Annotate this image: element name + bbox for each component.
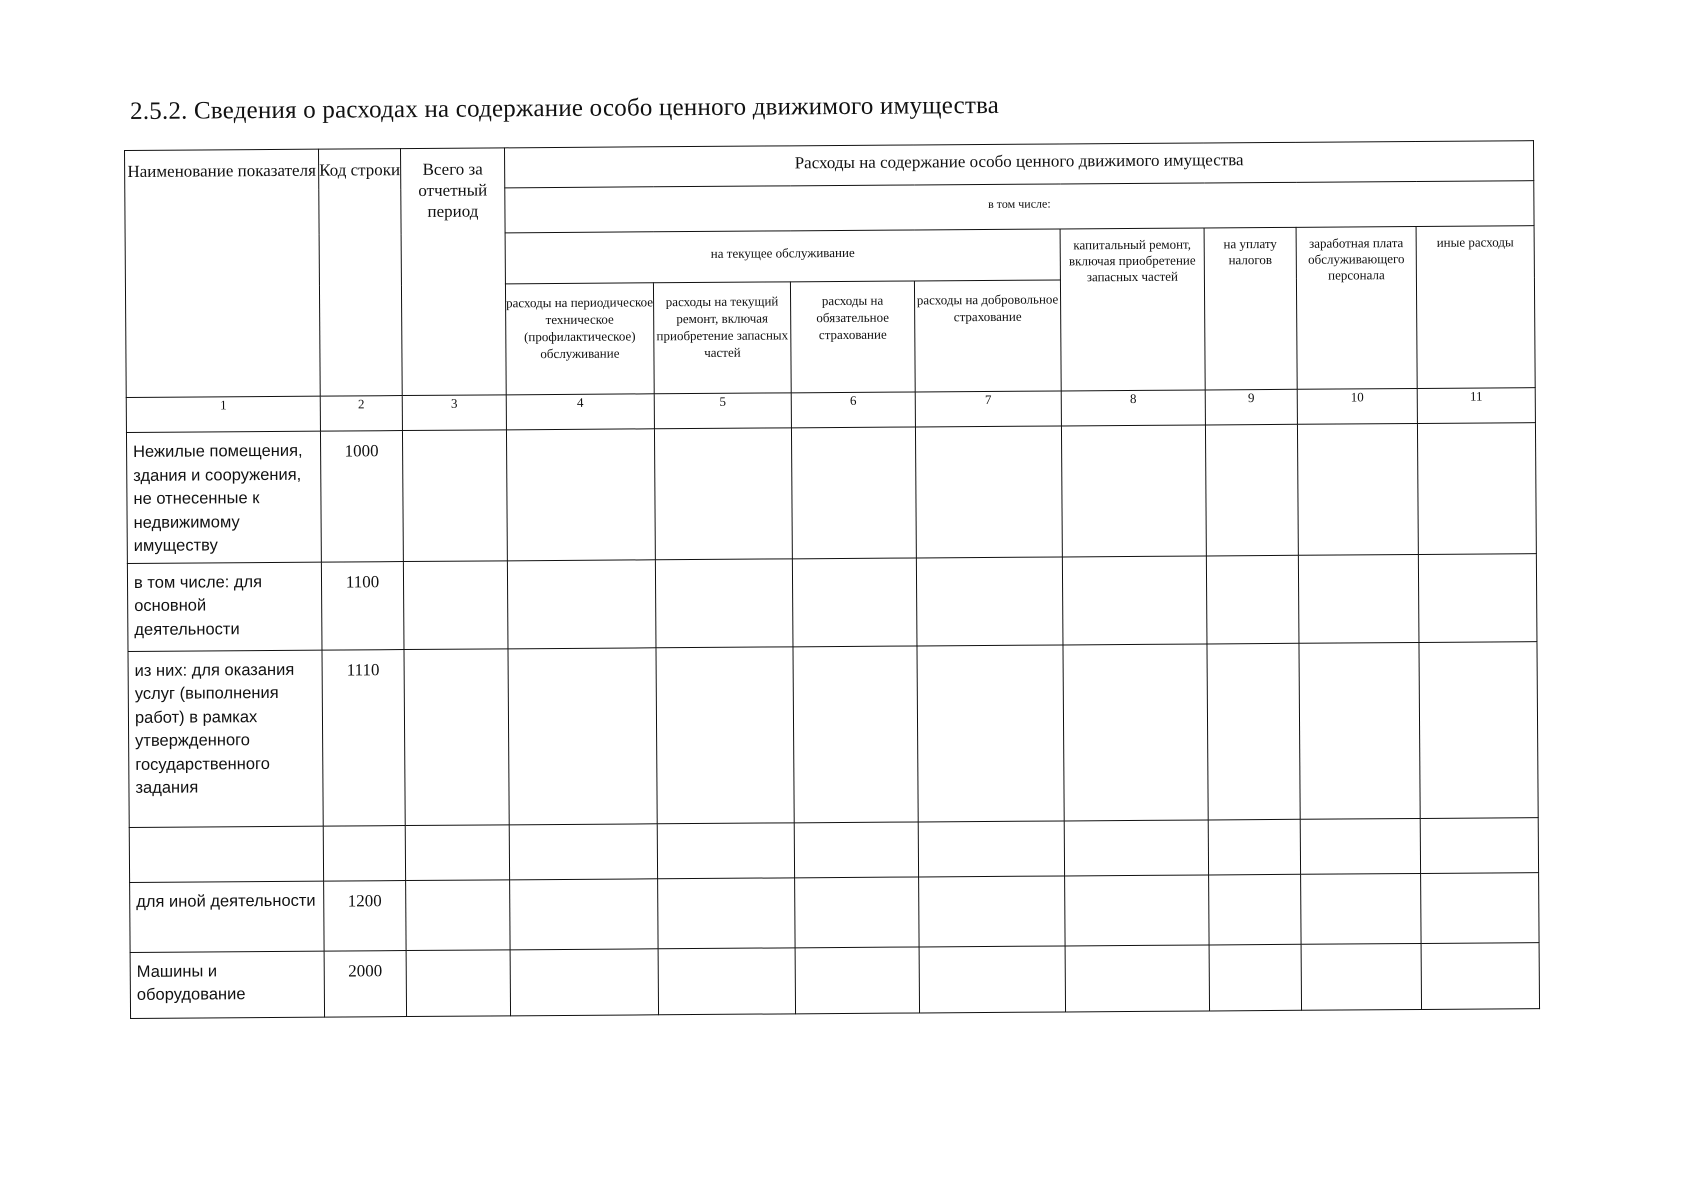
value-cell[interactable] bbox=[405, 824, 509, 880]
value-cell[interactable] bbox=[794, 821, 918, 877]
row-name bbox=[129, 826, 323, 882]
value-cell[interactable] bbox=[1065, 944, 1209, 1011]
row-name: из них: для оказания услуг (выполнения работ) в рамках утвержденного государственного задания bbox=[128, 650, 323, 827]
value-cell[interactable] bbox=[404, 648, 509, 825]
header-capital-repair: капитальный ремонт, включая приобретение запасных частей bbox=[1060, 228, 1205, 391]
header-other: иные расходы bbox=[1416, 226, 1535, 389]
table-row bbox=[128, 641, 1538, 827]
header-code: Код строки bbox=[318, 149, 402, 397]
header-taxes: на уплату налогов bbox=[1204, 227, 1297, 390]
table-row bbox=[130, 872, 1539, 952]
value-cell[interactable] bbox=[658, 947, 795, 1014]
value-cell[interactable] bbox=[918, 820, 1064, 876]
header-salary: заработная плата обслуживающего персонала bbox=[1296, 226, 1417, 389]
value-cell[interactable] bbox=[510, 948, 658, 1015]
row-code: 2000 bbox=[324, 950, 406, 1017]
row-code: 1200 bbox=[324, 880, 406, 951]
column-number: 5 bbox=[654, 393, 791, 429]
value-cell[interactable] bbox=[795, 946, 919, 1013]
value-cell[interactable] bbox=[919, 875, 1065, 946]
column-number: 10 bbox=[1297, 388, 1417, 424]
column-number: 6 bbox=[791, 392, 915, 428]
value-cell[interactable] bbox=[509, 823, 657, 879]
header-periodic-maintenance: расходы на периодическое техническое (профилактическое) обслуживание bbox=[505, 283, 654, 395]
value-cell[interactable] bbox=[916, 556, 1063, 645]
header-voluntary-insurance: расходы на добровольное страхование bbox=[914, 280, 1061, 392]
value-cell[interactable] bbox=[657, 822, 794, 878]
value-cell[interactable] bbox=[1301, 873, 1421, 944]
value-cell[interactable] bbox=[1417, 423, 1536, 554]
value-cell[interactable] bbox=[919, 945, 1065, 1012]
value-cell[interactable] bbox=[915, 426, 1062, 558]
row-name: для иной деятельности bbox=[130, 881, 324, 952]
value-cell[interactable] bbox=[402, 430, 507, 561]
column-number: 1 bbox=[126, 396, 320, 432]
value-cell[interactable] bbox=[1062, 555, 1207, 644]
value-cell[interactable] bbox=[1297, 423, 1418, 554]
report-table-wrapper bbox=[124, 140, 1540, 1018]
value-cell[interactable] bbox=[1421, 872, 1539, 943]
row-name: Машины и оборудование bbox=[130, 951, 324, 1018]
header-mandatory-insurance: расходы на обязательное страхование bbox=[790, 281, 915, 393]
header-including: в том числе: bbox=[505, 181, 1534, 233]
value-cell[interactable] bbox=[508, 647, 657, 824]
value-cell[interactable] bbox=[795, 876, 919, 947]
row-name: Нежилые помещения, здания и сооружения, не отнесенные к недвижимому имуществу bbox=[126, 431, 321, 563]
value-cell[interactable] bbox=[1299, 642, 1420, 819]
value-cell[interactable] bbox=[406, 879, 510, 950]
table-row bbox=[126, 423, 1536, 563]
row-code: 1100 bbox=[321, 561, 404, 650]
value-cell[interactable] bbox=[1300, 818, 1420, 874]
column-number: 9 bbox=[1205, 389, 1297, 425]
header-current-service: на текущее обслуживание bbox=[505, 229, 1060, 284]
column-number: 3 bbox=[402, 395, 506, 431]
value-cell[interactable] bbox=[1208, 819, 1300, 875]
header-total: Всего за отчетный период bbox=[400, 148, 506, 396]
value-cell[interactable] bbox=[1063, 643, 1208, 820]
value-cell[interactable] bbox=[1301, 943, 1421, 1010]
column-number: 7 bbox=[915, 391, 1061, 427]
value-cell[interactable] bbox=[1205, 424, 1298, 555]
value-cell[interactable] bbox=[1065, 874, 1209, 945]
expenses-table bbox=[124, 140, 1540, 1018]
value-cell[interactable] bbox=[655, 558, 793, 647]
value-cell[interactable] bbox=[1206, 555, 1299, 644]
table-row bbox=[129, 817, 1538, 882]
value-cell[interactable] bbox=[793, 645, 918, 822]
value-cell[interactable] bbox=[1209, 874, 1301, 945]
row-code bbox=[323, 825, 405, 881]
value-cell[interactable] bbox=[658, 877, 795, 948]
value-cell[interactable] bbox=[1209, 944, 1301, 1011]
value-cell[interactable] bbox=[507, 559, 656, 648]
value-cell[interactable] bbox=[654, 428, 792, 559]
header-expenses-group: Расходы на содержание особо ценного движимого имущества bbox=[504, 141, 1533, 188]
value-cell[interactable] bbox=[1420, 817, 1538, 873]
row-code: 1000 bbox=[320, 431, 403, 562]
row-name: в том числе: для основной деятельности bbox=[127, 562, 322, 651]
value-cell[interactable] bbox=[1418, 553, 1537, 642]
header-name: Наименование показателя bbox=[125, 149, 321, 397]
page-title: 2.5.2. Сведения о расходах на содержание особо ценного движимого имущества bbox=[130, 91, 1000, 125]
value-cell[interactable] bbox=[1064, 819, 1208, 875]
row-code: 1110 bbox=[322, 649, 405, 826]
value-cell[interactable] bbox=[403, 560, 508, 649]
column-number: 11 bbox=[1417, 388, 1535, 424]
value-cell[interactable] bbox=[656, 646, 794, 823]
table-row bbox=[127, 553, 1537, 651]
value-cell[interactable] bbox=[510, 878, 658, 949]
value-cell[interactable] bbox=[406, 949, 510, 1016]
value-cell[interactable] bbox=[1419, 641, 1538, 818]
value-cell[interactable] bbox=[506, 429, 655, 561]
value-cell[interactable] bbox=[792, 557, 917, 646]
column-number: 2 bbox=[320, 396, 402, 432]
value-cell[interactable] bbox=[1207, 643, 1300, 820]
column-number: 4 bbox=[506, 394, 654, 430]
value-cell[interactable] bbox=[1061, 425, 1206, 557]
table-row bbox=[130, 942, 1539, 1018]
column-number: 8 bbox=[1061, 390, 1205, 426]
value-cell[interactable] bbox=[791, 427, 916, 558]
value-cell[interactable] bbox=[1421, 942, 1539, 1009]
value-cell[interactable] bbox=[917, 644, 1064, 821]
header-current-repair: расходы на текущий ремонт, включая приобретение запасных частей bbox=[653, 282, 791, 394]
value-cell[interactable] bbox=[1298, 554, 1419, 643]
